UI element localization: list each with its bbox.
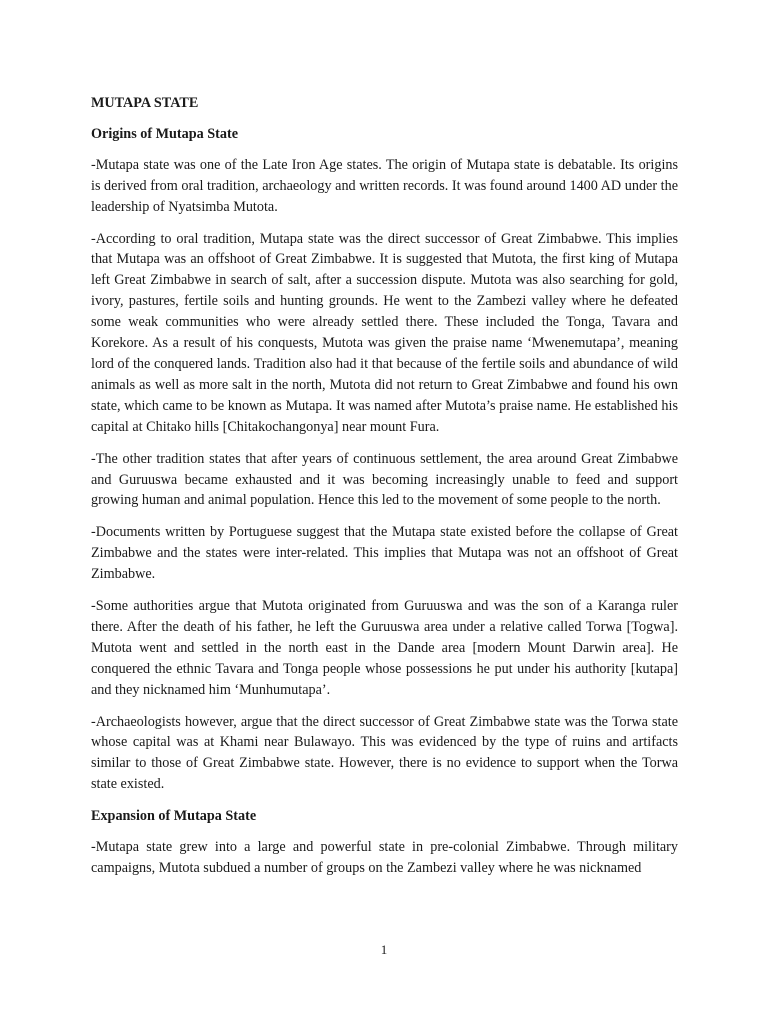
document-body — [91, 93, 678, 890]
paragraph: -According to oral tradition, Mutapa state was the direct successor of Great Zimbabwe. This implies that Mutapa was an offshoot of Great Zimbabwe. It is suggested that Mutota, the first king of Mutapa left Great Zimbabwe in search of salt, after a succession dispute. Mutota was also searching for gold, ivory, pastures, fertile soils and hunting grounds. He went to the Zambezi valley where he defeated some weak communities who were already settled there. These included the Tonga, Tavara and Korekore. As a result of his conquests, Mutota was given the praise name ‘Mwenemutapa’, meaning lord of the conquered lands. Tradition also had it that because of the fertile soils and abundance of wild animals as well as more salt in the north, Mutota did not return to Great Zimbabwe and found his own state, which came to be known as Mutapa. It was named after Mutota’s praise name. He established his capital at Chitako hills [Chitakochangonya] near mount Fura. — [91, 230, 678, 435]
section-heading: Expansion of Mutapa State — [91, 808, 257, 825]
page-number: 1 — [380, 942, 388, 957]
section-expansion — [91, 806, 678, 879]
paragraph: -Mutapa state grew into a large and powerful state in pre-colonial Zimbabwe. Through military campaigns, Mutota subdued a number of groups on the Zambezi valley where he was nicknamed — [91, 839, 678, 876]
paragraph: -Some authorities argue that Mutota originated from Guruuswa and was the son of a Karanga ruler there. After the death of his father, he left the Guruuswa area under a relative called Torwa [Togwa]. Mutota went and settled in the north east in the Dande area [modern Mount Darwin area]. He conquered the ethnic Tavara and Tonga people whose possessions he put under his authority [kutapa] and they nicknamed him ‘Munhumutapa’. — [91, 598, 678, 698]
paragraph: -Documents written by Portuguese suggest that the Mutapa state existed before the collapse of Great Zimbabwe and the states were inter-related. This implies that Mutapa was not an offshoot of Great Zimbabwe. — [91, 524, 678, 583]
paragraph: -Archaeologists however, argue that the direct successor of Great Zimbabwe state was the Torwa state whose capital was at Khami near Bulawayo. This was evidenced by the type of ruins and artifacts similar to those of Great Zimbabwe state. However, there is no evidence to support when the Torwa state existed. — [91, 713, 678, 793]
section-heading: Origins of Mutapa State — [91, 125, 238, 142]
paragraph: -The other tradition states that after years of continuous settlement, the area around Great Zimbabwe and Guruuswa became exhausted and it was becoming increasingly unable to feed and support growing human and animal population. Hence this led to the movement of some people to the north. — [91, 450, 678, 509]
paragraph: -Mutapa state was one of the Late Iron Age states. The origin of Mutapa state is debatable. Its origins is derived from oral tradition, archaeology and written records. It was found around 1400 AD under the leadership of Nyatsimba Mutota. — [91, 156, 678, 215]
section-origins — [91, 124, 678, 795]
document-title: MUTAPA STATE — [91, 95, 199, 111]
